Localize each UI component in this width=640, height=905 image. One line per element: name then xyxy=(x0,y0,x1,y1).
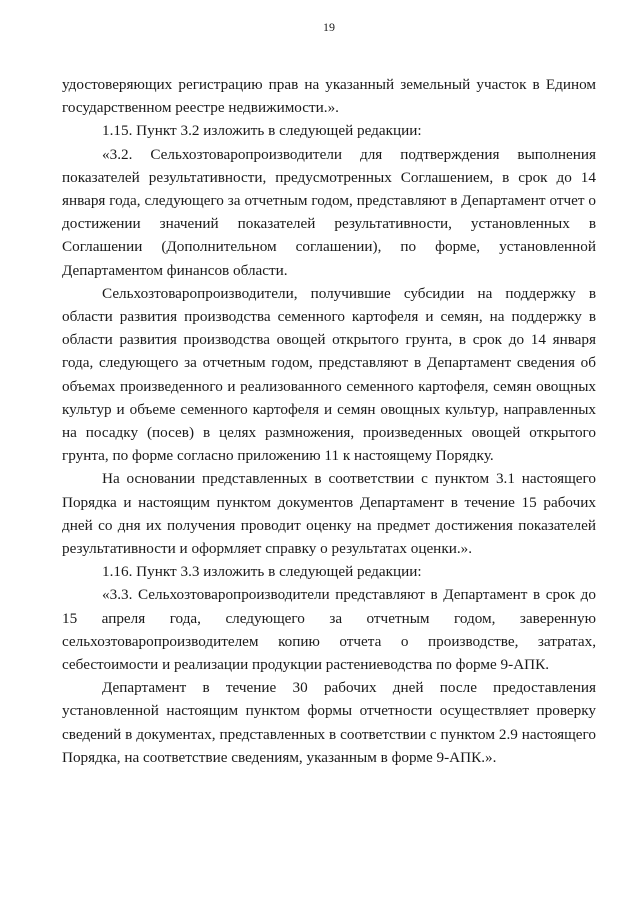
paragraph-item-1-15: 1.15. Пункт 3.2 изложить в следующей редакции: xyxy=(102,122,422,140)
paragraph-department-check: Департамент в течение 30 рабочих дней после предоставления установленной настоящим пунктом формы отчетности осуществляет проверку сведений в документах, представленных в соответствии с пунктом 2.9 настоящего Порядка, на соответствие сведениям, указанным в форме 9-АПК.». xyxy=(62,679,596,766)
paragraph-clause-3-3: «3.3. Сельхозтоваропроизводители представляют в Департамент в срок до 15 апреля года, следующего за отчетным годом, заверенную сельхозтоваропроизводителем копию отчета о производстве, затратах, себестоимости и реализации продукции растениеводства по форме 9-АПК. xyxy=(62,586,596,674)
document-body xyxy=(62,73,596,769)
paragraph-continuation: удостоверяющих регистрацию прав на указанный земельный участок в Едином государственном реестре недвижимости.». xyxy=(62,76,596,117)
page-number: 19 xyxy=(323,20,335,34)
paragraph-subsidy-recipients: Сельхозтоваропроизводители, получившие субсидии на поддержку в области развития производства семенного картофеля и семян, на поддержку в области развития производства овощей открытого грунта, в срок до 14 января года, следующего за отчетным годом, представляют в Департамент сведения об объемах произведенного и реализованного семенного картофеля, семян овощных культур и объеме семенного картофеля и семян овощных культур, направленных на посадку (посев) в целях размножения, произведенных овощей открытого грунта, по форме согласно приложению 11 к настоящему Порядку. xyxy=(62,284,596,465)
paragraph-clause-3-2: «3.2. Сельхозтоваропроизводители для подтверждения выполнения показателей результативности, предусмотренных Соглашением, в срок до 14 января года, следующего за отчетным годом, представляют в Департамент отчет о достижении значений показателей результативности, установленных в Соглашении (Дополнительном соглашении), по форме, установленной Департаментом финансов области. xyxy=(62,145,596,279)
paragraph-item-1-16: 1.16. Пункт 3.3 изложить в следующей редакции: xyxy=(102,563,422,581)
paragraph-assessment: На основании представленных в соответствии с пунктом 3.1 настоящего Порядка и настоящим пунктом документов Департамент в течение 15 рабочих дней со дня их получения проводит оценку на предмет достижения показателей результативности и оформляет справку о результатах оценки.». xyxy=(62,470,596,558)
